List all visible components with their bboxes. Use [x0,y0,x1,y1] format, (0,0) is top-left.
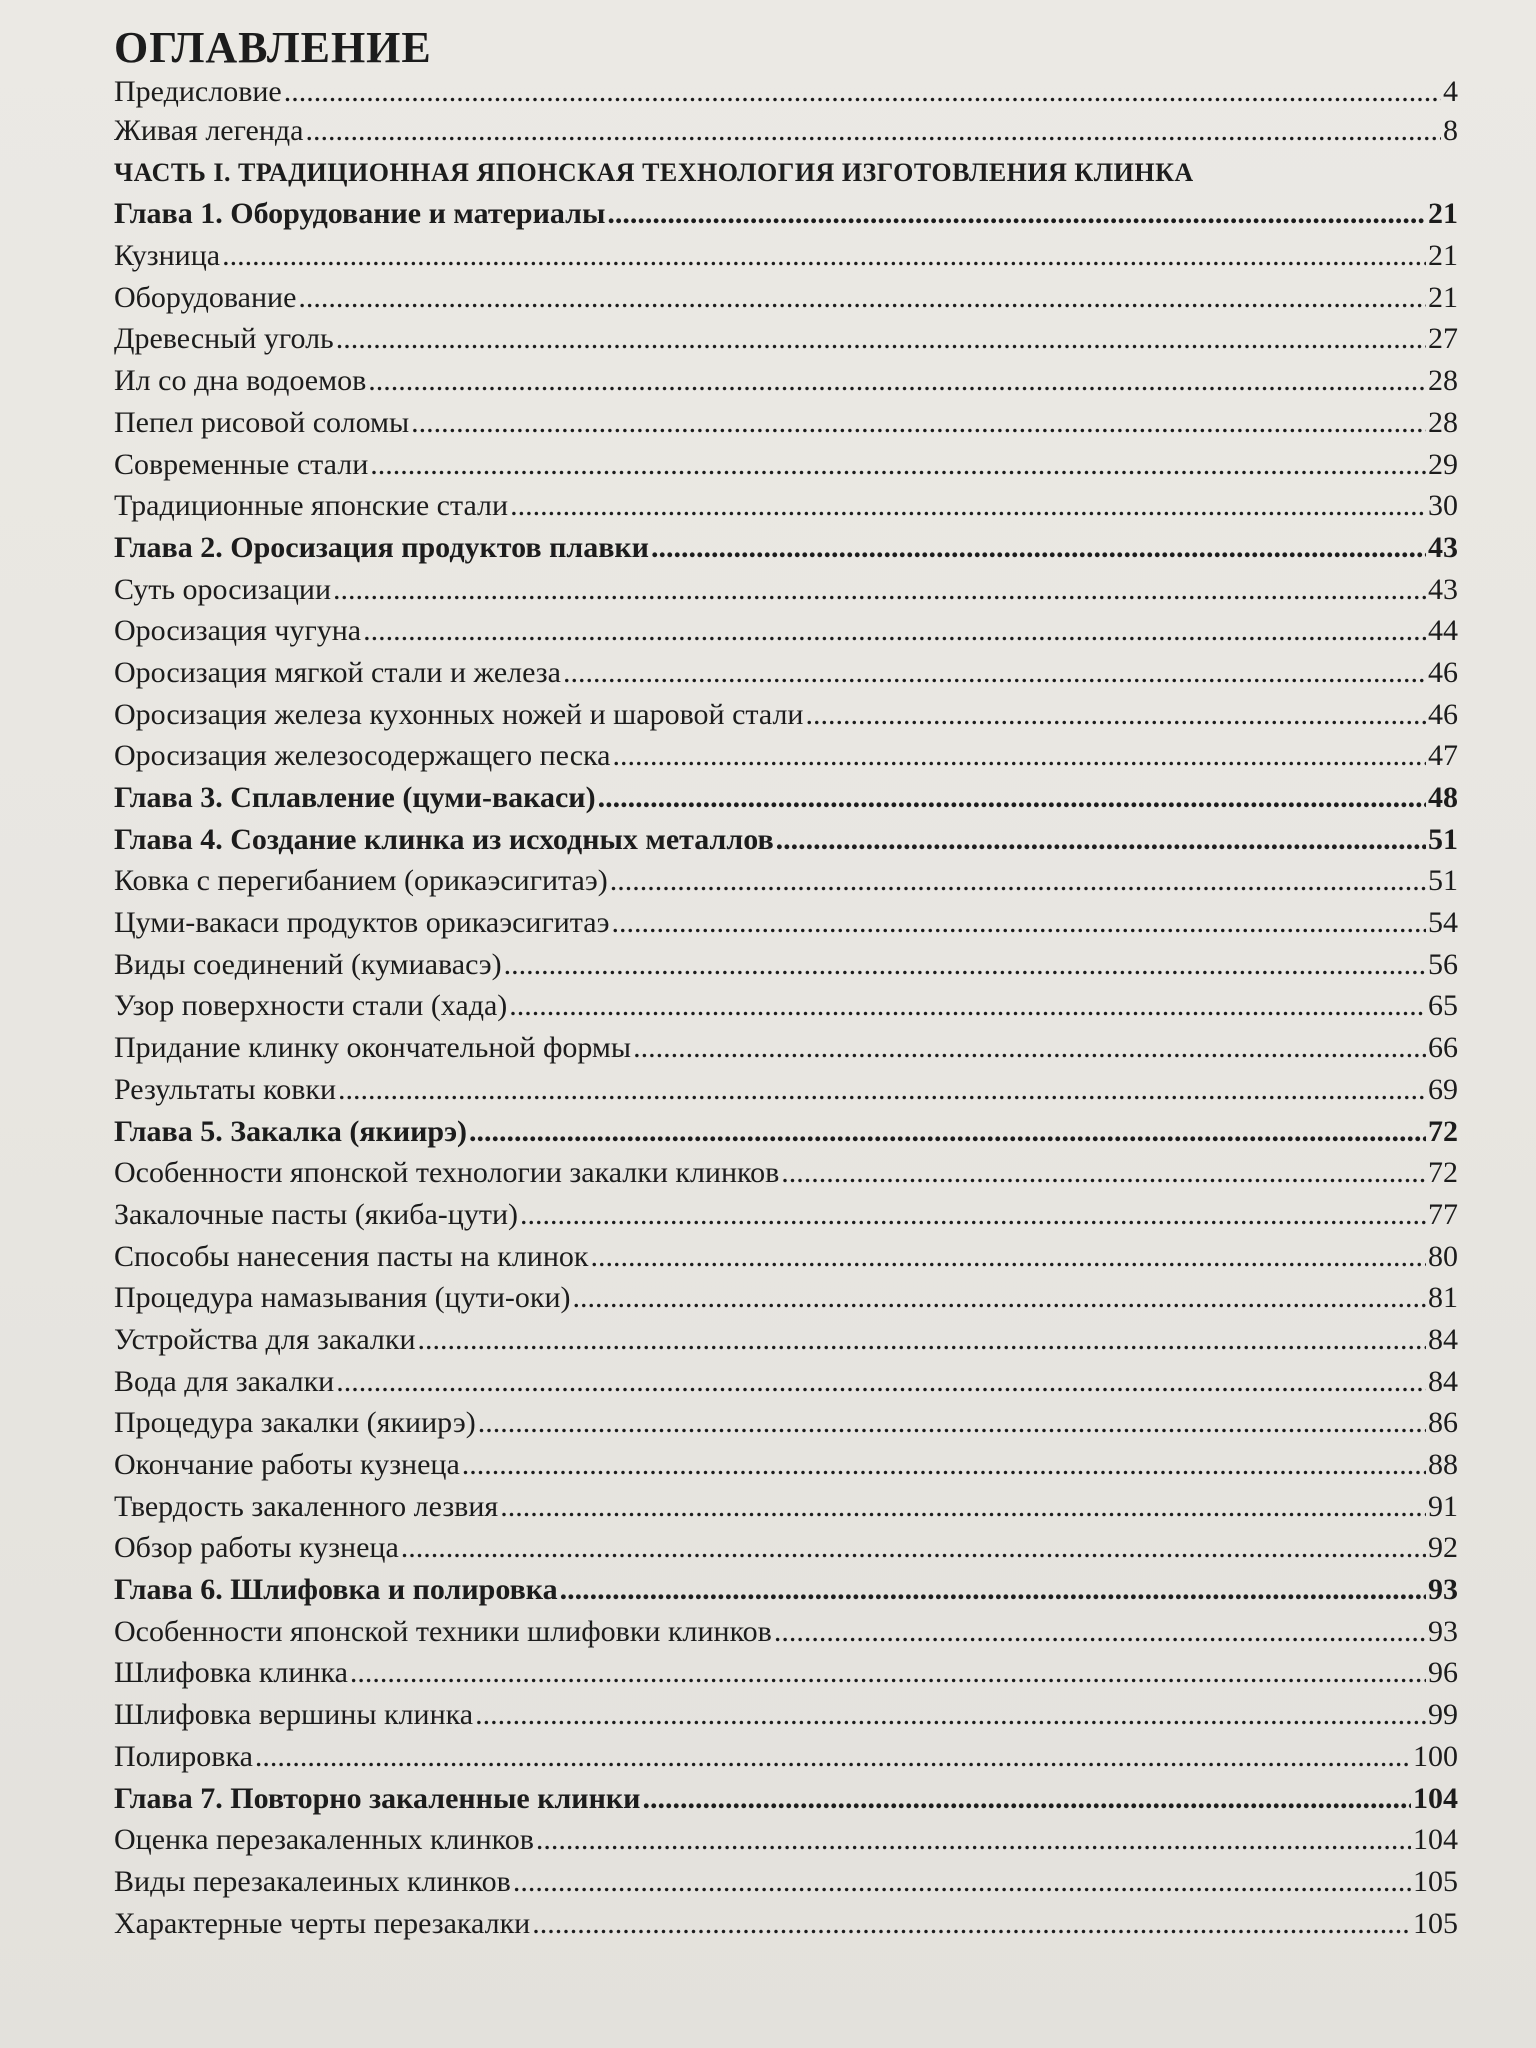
toc-dot-leader [510,485,1426,527]
toc-page-number: 88 [1428,1448,1458,1481]
table-of-contents [114,22,1458,1944]
toc-page-number: 66 [1428,1031,1458,1065]
toc-page-number: 93 [1428,1573,1458,1607]
toc-entry [114,485,1458,527]
toc-entry [114,74,1458,110]
toc-entry [114,1236,1458,1278]
toc-page-number: 27 [1428,322,1458,356]
toc-entry [114,1319,1458,1361]
toc-entry-label: Способы нанесения пасты на клинок [114,1239,589,1273]
toc-dot-leader [418,1319,1427,1361]
toc-dot-leader [363,610,1426,652]
toc-entry-label: Обзор работы кузнеца [114,1531,399,1565]
toc-entry-label: Пепел рисовой соломы [114,405,410,439]
toc-title: ОГЛАВЛЕНИЕ [114,23,432,72]
toc-dot-leader [305,110,1441,152]
toc-entry [114,1027,1458,1069]
toc-entry [114,1444,1458,1486]
toc-page-number: 69 [1428,1072,1458,1106]
toc-dot-leader [806,694,1427,736]
toc-dot-leader [536,1819,1411,1861]
toc-entry-label: Результаты ковки [114,1072,337,1106]
toc-page-number: 21 [1428,239,1458,273]
toc-list [114,74,1458,1944]
toc-entry-label: Глава 6. Шлифовка и полировка [114,1573,558,1607]
toc-entry [114,1277,1458,1319]
toc-dot-leader [370,444,1426,486]
toc-entry-label: Традиционные японские стали [114,489,509,523]
toc-entry [114,235,1458,277]
toc-page-number: 92 [1428,1531,1458,1565]
toc-dot-leader [513,1861,1411,1903]
toc-page-number: 72 [1428,1114,1458,1148]
toc-dot-leader [532,1903,1411,1945]
toc-page-number: 104 [1413,1823,1458,1857]
toc-entry-label: Особенности японской технологии закалки клинков [114,1156,780,1190]
toc-dot-leader [607,193,1426,235]
toc-entry-label: Оросизация железа кухонных ножей и шаровой стали [114,697,804,731]
toc-entry [114,902,1458,944]
toc-entry [114,277,1458,319]
toc-entry [114,1069,1458,1111]
toc-entry [114,1903,1458,1945]
toc-entry-label: ЧАСТЬ I. ТРАДИЦИОННАЯ ЯПОНСКАЯ ТЕХНОЛОГИЯ ИЗГОТОВЛЕНИЯ КЛИНКА [114,157,1194,187]
toc-page-number: 47 [1428,739,1458,773]
toc-entry-label: Виды соединений (кумиавасэ) [114,947,502,981]
toc-dot-leader [255,1736,1411,1778]
toc-entry-label: Оросизация железосодержащего песка [114,739,611,773]
toc-entry-label: Глава 7. Повторно закаленные клинки [114,1781,641,1815]
toc-page-number: 43 [1428,530,1458,564]
toc-dot-leader [475,1694,1426,1736]
toc-dot-leader [611,902,1426,944]
toc-dot-leader [222,235,1426,277]
toc-entry-label: Живая легенда [114,114,304,147]
toc-dot-leader [651,527,1426,569]
toc-page-number: 84 [1428,1364,1458,1398]
toc-entry-label: Оценка перезакаленных клинков [114,1823,534,1857]
toc-dot-leader [336,1361,1426,1403]
toc-dot-leader [333,569,1426,611]
toc-dot-leader [781,1152,1426,1194]
toc-entry-label: Глава 5. Закалка (якиирэ) [114,1114,468,1148]
toc-entry-label: Особенности японской техники шлифовки клинков [114,1614,772,1648]
toc-dot-leader [469,1111,1426,1153]
toc-entry-label: Глава 1. Оборудование и материалы [114,197,606,231]
toc-page-number: 84 [1428,1322,1458,1356]
toc-entry-label: Узор поверхности стали (хада) [114,989,508,1023]
toc-page-number: 29 [1428,447,1458,481]
toc-entry-label: Ковка с перегибанием (орикаэсигитаэ) [114,864,608,898]
toc-dot-leader [774,1611,1426,1653]
toc-page-number: 48 [1428,781,1458,814]
toc-chapter-entry [114,1111,1458,1153]
toc-dot-leader [411,402,1426,444]
toc-entry-label: Древесный уголь [114,322,334,356]
toc-page-number: 28 [1428,405,1458,439]
toc-entry [114,1652,1458,1694]
toc-entry [114,1694,1458,1736]
toc-chapter-entry [114,527,1458,569]
toc-page-number: 105 [1413,1906,1458,1940]
toc-entry [114,318,1458,360]
toc-page-number: 77 [1428,1197,1458,1231]
toc-entry-label: Шлифовка вершины клинка [114,1698,474,1732]
toc-chapter-entry [114,193,1458,235]
toc-entry [114,1611,1458,1653]
toc-entry-label: Закалочные пасты (якиба-цути) [114,1197,519,1231]
toc-dot-leader [284,74,1441,110]
toc-page-number: 21 [1428,197,1458,231]
toc-entry [114,1527,1458,1569]
toc-entry [114,1152,1458,1194]
toc-page-number: 51 [1428,864,1458,898]
toc-page-number: 105 [1413,1864,1458,1898]
toc-entry [114,1736,1458,1778]
toc-page-number: 65 [1428,989,1458,1023]
toc-entry-label: Глава 2. Оросизация продуктов плавки [114,530,649,564]
toc-page-number: 43 [1428,572,1458,606]
toc-entry-label: Процедура намазывания (цути-оки) [114,1281,571,1315]
toc-entry-label: Твердость закаленного лезвия [114,1489,499,1523]
toc-dot-leader [598,777,1426,819]
toc-page-number: 93 [1428,1614,1458,1648]
toc-entry-label: Окончание работы кузнеца [114,1448,460,1481]
toc-page-number: 104 [1413,1781,1458,1815]
toc-page-number: 86 [1428,1406,1458,1440]
toc-entry-label: Процедура закалки (якиирэ) [114,1406,476,1440]
toc-entry-label: Вода для закалки [114,1364,335,1398]
toc-page-number: 99 [1428,1698,1458,1732]
toc-entry [114,860,1458,902]
toc-entry-label: Придание клинку окончательной формы [114,1031,632,1065]
toc-page-number: 100 [1413,1739,1458,1773]
toc-entry [114,610,1458,652]
toc-dot-leader [500,1486,1426,1528]
toc-entry [114,360,1458,402]
toc-entry [114,1819,1458,1861]
toc-entry [114,444,1458,486]
toc-entry [114,1361,1458,1403]
toc-page-number: 8 [1443,114,1458,147]
toc-entry-label: Оборудование [114,280,297,314]
toc-dot-leader [613,735,1427,777]
toc-page-number: 46 [1428,655,1458,689]
toc-dot-leader [560,1569,1426,1611]
toc-dot-leader [298,277,1426,319]
toc-dot-leader [573,1277,1426,1319]
toc-chapter-entry [114,777,1458,819]
toc-page-number: 54 [1428,906,1458,940]
toc-page-number: 72 [1428,1156,1458,1190]
toc-page-number: 4 [1443,75,1458,108]
toc-entry [114,110,1458,152]
toc-page-number: 21 [1428,280,1458,314]
toc-entry [114,944,1458,986]
toc-dot-leader [336,318,1426,360]
toc-page-number: 30 [1428,489,1458,523]
toc-entry-label: Шлифовка клинка [114,1656,348,1690]
toc-chapter-entry [114,819,1458,861]
toc-entry-label: Полировка [114,1739,253,1773]
toc-chapter-entry [114,1569,1458,1611]
toc-dot-leader [504,944,1426,986]
toc-dot-leader [509,985,1426,1027]
toc-entry-label: Современные стали [114,447,369,481]
toc-entry-label: Предисловие [114,75,282,108]
toc-entry-label: Суть оросизации [114,572,332,606]
toc-entry [114,985,1458,1027]
toc-page-number: 81 [1428,1281,1458,1315]
toc-dot-leader [776,819,1426,861]
toc-entry-label: Цуми-вакаси продуктов орикаэсигитаэ [114,906,610,940]
toc-entry-label: Характерные черты перезакалки [114,1906,531,1940]
toc-dot-leader [642,1778,1411,1820]
toc-entry-label: Глава 4. Создание клинка из исходных металлов [114,822,774,856]
toc-dot-leader [591,1236,1427,1278]
toc-page-number: 96 [1428,1656,1458,1690]
toc-entry-label: Оросизация чугуна [114,614,362,648]
toc-chapter-entry [114,1778,1458,1820]
toc-page-number: 56 [1428,947,1458,981]
toc-page-number: 44 [1428,614,1458,648]
toc-entry-label: Ил со дна водоемов [114,364,367,398]
toc-page-number: 91 [1428,1489,1458,1523]
toc-entry [114,1402,1458,1444]
toc-dot-leader [633,1027,1426,1069]
toc-page-number: 51 [1428,822,1458,856]
toc-entry [114,652,1458,694]
toc-dot-leader [563,652,1426,694]
toc-dot-leader [338,1069,1426,1111]
toc-dot-leader [401,1527,1426,1569]
toc-dot-leader [478,1402,1426,1444]
toc-entry-label: Виды перезакалеиных клинков [114,1864,511,1898]
toc-page-number: 46 [1428,697,1458,731]
toc-dot-leader [520,1194,1426,1236]
toc-dot-leader [350,1652,1426,1694]
toc-dot-leader [610,860,1426,902]
toc-entry [114,694,1458,736]
toc-page-number: 80 [1428,1239,1458,1273]
toc-dot-leader [368,360,1426,402]
toc-entry [114,1861,1458,1903]
toc-entry [114,1486,1458,1528]
toc-entry [114,402,1458,444]
toc-dot-leader [462,1444,1426,1486]
toc-entry-label: Оросизация мягкой стали и железа [114,655,561,689]
toc-entry [114,735,1458,777]
toc-page-number: 28 [1428,364,1458,398]
toc-entry [114,569,1458,611]
toc-entry [114,1194,1458,1236]
toc-entry-label: Кузница [114,239,221,273]
toc-part-heading [114,152,1458,194]
toc-entry-label: Устройства для закалки [114,1322,416,1356]
toc-entry-label: Глава 3. Сплавление (цуми-вакаси) [114,781,596,814]
